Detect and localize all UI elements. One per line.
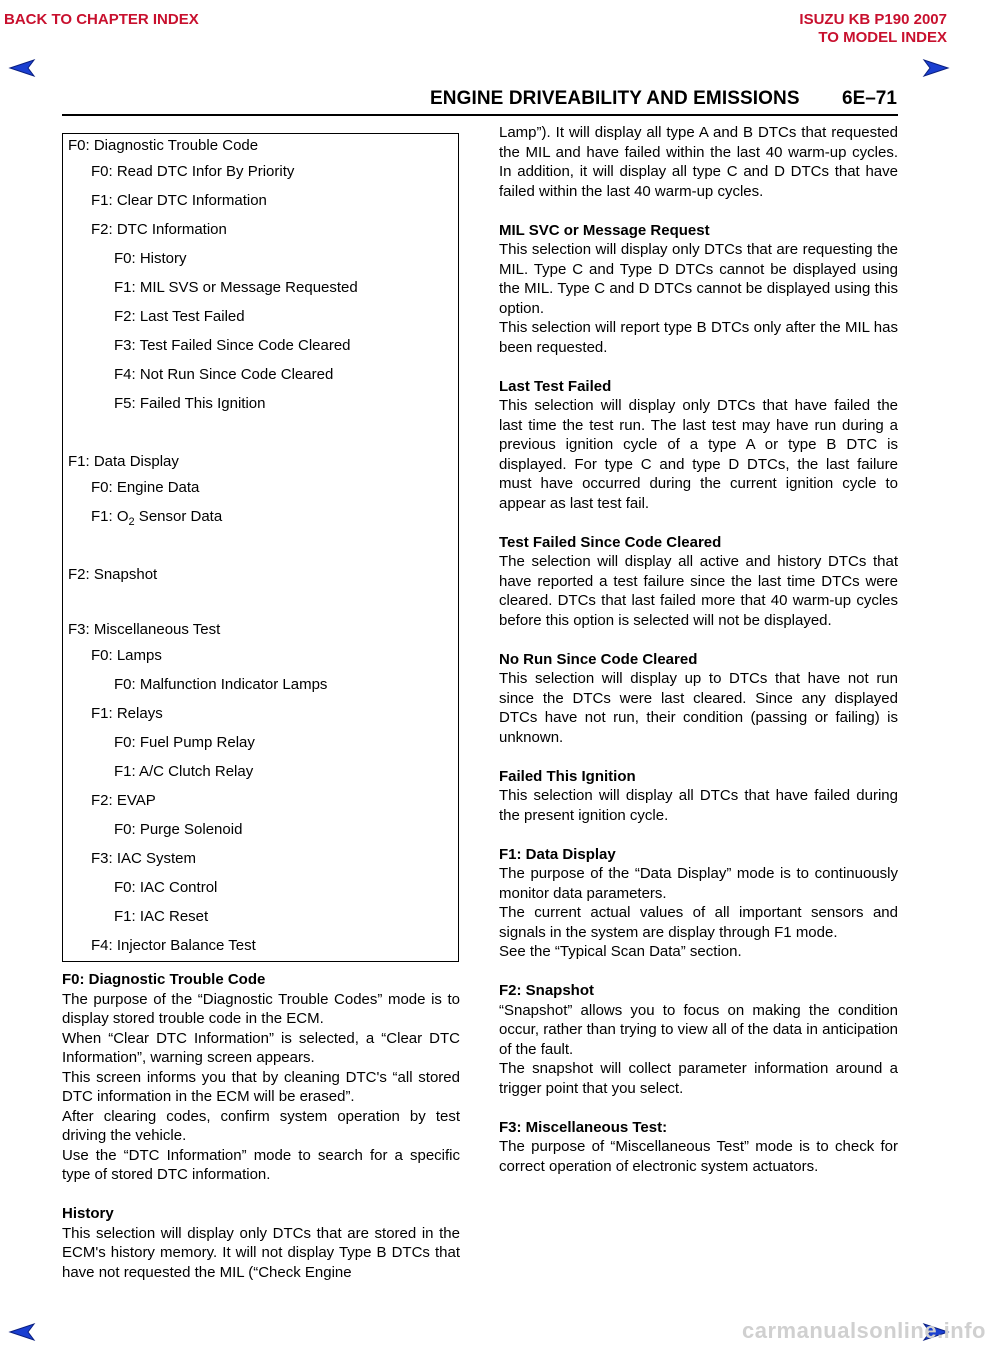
section-test-failed-since-cleared bbox=[499, 533, 898, 631]
section-heading: Test Failed Since Code Cleared bbox=[499, 533, 722, 551]
watermark-brand: carmanualsonline.info bbox=[742, 1318, 986, 1343]
section-last-test-failed bbox=[499, 377, 898, 514]
menu-line: F2: EVAP bbox=[91, 792, 156, 809]
paragraph: “Snapshot” allows you to focus on making the condition occur, rather than trying to view all of the data in anticipation of the fault. bbox=[499, 1001, 898, 1058]
section-data-display bbox=[499, 845, 898, 904]
paragraph: This selection will report type B DTCs only after the MIL has been requested. bbox=[499, 319, 898, 356]
paragraph: The purpose of the “Diagnostic Trouble Codes” mode is to display stored trouble code in the ECM. bbox=[62, 990, 460, 1027]
section-heading: F3: Miscellaneous Test: bbox=[499, 1118, 668, 1136]
section-heading: F1: Data Display bbox=[499, 845, 616, 863]
paragraph: Use the “DTC Information” mode to search for a specific type of stored DTC information. bbox=[62, 1146, 460, 1183]
menu-line: F0: IAC Control bbox=[114, 879, 218, 896]
paragraph: The selection will display all active and history DTCs that have reported a test failure since the last time DTCs were cleared. DTCs that last failed more that 40 warm-up cycles before this option is selected will not be displayed. bbox=[499, 553, 898, 629]
paragraph-block bbox=[499, 123, 898, 201]
paragraph: The purpose of the “Data Display” mode is to continuously monitor data parameters. bbox=[499, 865, 898, 902]
section-heading: Failed This Ignition bbox=[499, 767, 636, 785]
menu-line: F1: Data Display bbox=[68, 453, 179, 470]
paragraph: Lamp”). It will display all type A and B DTCs that requested the MIL and have failed within the last 40 warm-up cycles. In addition, it will display all type C and D DTCs that have failed within the last 40 warm-up cycles. bbox=[499, 124, 898, 200]
menu-line: F0: Diagnostic Trouble Code bbox=[68, 137, 259, 154]
section-mil-svc bbox=[499, 221, 898, 319]
paragraph-block bbox=[499, 903, 898, 942]
paragraph-block bbox=[62, 1146, 460, 1185]
section-heading: MIL SVC or Message Request bbox=[499, 221, 710, 239]
menu-line: F1: A/C Clutch Relay bbox=[114, 763, 254, 780]
menu-text: Sensor Data bbox=[134, 508, 223, 525]
menu-line: F0: Purge Solenoid bbox=[114, 821, 243, 838]
menu-line: F2: Last Test Failed bbox=[114, 308, 245, 325]
menu-line: F4: Not Run Since Code Cleared bbox=[114, 366, 334, 383]
menu-line: F5: Failed This Ignition bbox=[114, 395, 266, 412]
menu-line: F0: Lamps bbox=[91, 647, 162, 664]
left-text-column bbox=[62, 970, 460, 1302]
header-divider bbox=[62, 114, 898, 116]
section-no-run-since-cleared bbox=[499, 650, 898, 748]
paragraph-block bbox=[499, 942, 898, 962]
section-snapshot bbox=[499, 981, 898, 1059]
menu-line: F0: Malfunction Indicator Lamps bbox=[114, 676, 328, 693]
paragraph: When “Clear DTC Information” is selected, a “Clear DTC Information”, warning screen appears. bbox=[62, 1029, 460, 1066]
menu-line: F2: DTC Information bbox=[91, 221, 227, 238]
model-nav bbox=[799, 11, 947, 47]
paragraph: The current actual values of all important sensors and signals in the system are display through F1 mode. bbox=[499, 904, 898, 941]
paragraph: The purpose of “Miscellaneous Test” mode is to check for correct operation of electronic system actuators. bbox=[499, 1138, 898, 1175]
section-heading: Last Test Failed bbox=[499, 377, 612, 395]
menu-line: F0: Read DTC Infor By Priority bbox=[91, 163, 295, 180]
paragraph-block bbox=[62, 1107, 460, 1146]
section-heading: F0: Diagnostic Trouble Code bbox=[62, 971, 266, 988]
paragraph: See the “Typical Scan Data” section. bbox=[499, 943, 742, 960]
page-number: 6E–71 bbox=[842, 88, 897, 109]
menu-line: F0: History bbox=[114, 250, 187, 267]
paragraph: This selection will display up to DTCs that have not run since the DTCs were last cleared. Since any displayed DTCs have not run, their condition (passing or failing) is unknown. bbox=[499, 670, 898, 746]
paragraph: After clearing codes, confirm system operation by test driving the vehicle. bbox=[62, 1107, 460, 1144]
section-failed-this-ignition bbox=[499, 767, 898, 826]
paragraph-block bbox=[62, 1029, 460, 1068]
menu-line: F0: Fuel Pump Relay bbox=[114, 734, 255, 751]
menu-line: F1: Relays bbox=[91, 705, 163, 722]
subscript-2: 2 bbox=[128, 516, 135, 528]
section-heading: F2: Snapshot bbox=[499, 982, 595, 999]
menu-line: F4: Injector Balance Test bbox=[91, 937, 256, 954]
section-heading: No Run Since Code Cleared bbox=[499, 650, 698, 668]
paragraph: This screen informs you that by cleaning DTC's “all stored DTC information in the ECM will be erased”. bbox=[62, 1068, 460, 1105]
menu-line: F1: MIL SVS or Message Requested bbox=[114, 279, 358, 296]
next-page-arrow-icon[interactable] bbox=[922, 58, 950, 78]
menu-line: F2: Snapshot bbox=[68, 566, 158, 583]
section-heading: History bbox=[62, 1205, 114, 1222]
section-miscellaneous-test bbox=[499, 1118, 898, 1177]
paragraph: This selection will display only DTCs that are requesting the MIL. Type C and Type D DTCs cannot be displayed using the MIL. Type C and D DTCs cannot be displayed using this option. bbox=[499, 241, 898, 317]
section-diagnostic-trouble-code bbox=[62, 970, 460, 1029]
paragraph-block bbox=[499, 318, 898, 357]
paragraph: This selection will display only DTCs that have failed the last time the test run. The last test may have run during a previous ignition cycle of a type A or type B DTC is displayed. For type C and type D DTCs, the last failure must have occurred during the current ignition cycle to appear as last test fail. bbox=[499, 397, 898, 512]
menu-text: F1: O bbox=[91, 508, 129, 525]
menu-line: F3: Test Failed Since Code Cleared bbox=[114, 337, 351, 354]
prev-page-arrow-bottom-icon[interactable] bbox=[8, 1322, 36, 1342]
menu-line: F3: IAC System bbox=[91, 850, 197, 867]
vehicle-link[interactable]: ISUZU KB P190 2007 bbox=[799, 11, 947, 28]
right-text-column bbox=[499, 123, 898, 1196]
paragraph: The snapshot will collect parameter information around a trigger point that you select. bbox=[499, 1060, 898, 1097]
paragraph: This selection will display all DTCs that have failed during the present ignition cycle. bbox=[499, 787, 898, 824]
menu-line: F1: IAC Reset bbox=[114, 908, 209, 925]
prev-page-arrow-icon[interactable] bbox=[8, 58, 36, 78]
menu-line: F0: Engine Data bbox=[91, 479, 200, 496]
menu-line: F3: Miscellaneous Test bbox=[68, 621, 221, 638]
to-model-index-link[interactable]: TO MODEL INDEX bbox=[818, 29, 947, 46]
section-history bbox=[62, 1204, 460, 1282]
paragraph-block bbox=[62, 1068, 460, 1107]
page-title: ENGINE DRIVEABILITY AND EMISSIONS bbox=[430, 88, 800, 109]
paragraph-block bbox=[499, 1059, 898, 1098]
back-to-chapter-link[interactable]: BACK TO CHAPTER INDEX bbox=[4, 11, 199, 28]
menu-line: F1: Clear DTC Information bbox=[91, 192, 267, 209]
menu-line-o2 bbox=[91, 508, 222, 531]
paragraph: This selection will display only DTCs that are stored in the ECM's history memory. It will not display Type B DTCs that have not requested the MIL (“Check Engine bbox=[62, 1224, 460, 1281]
